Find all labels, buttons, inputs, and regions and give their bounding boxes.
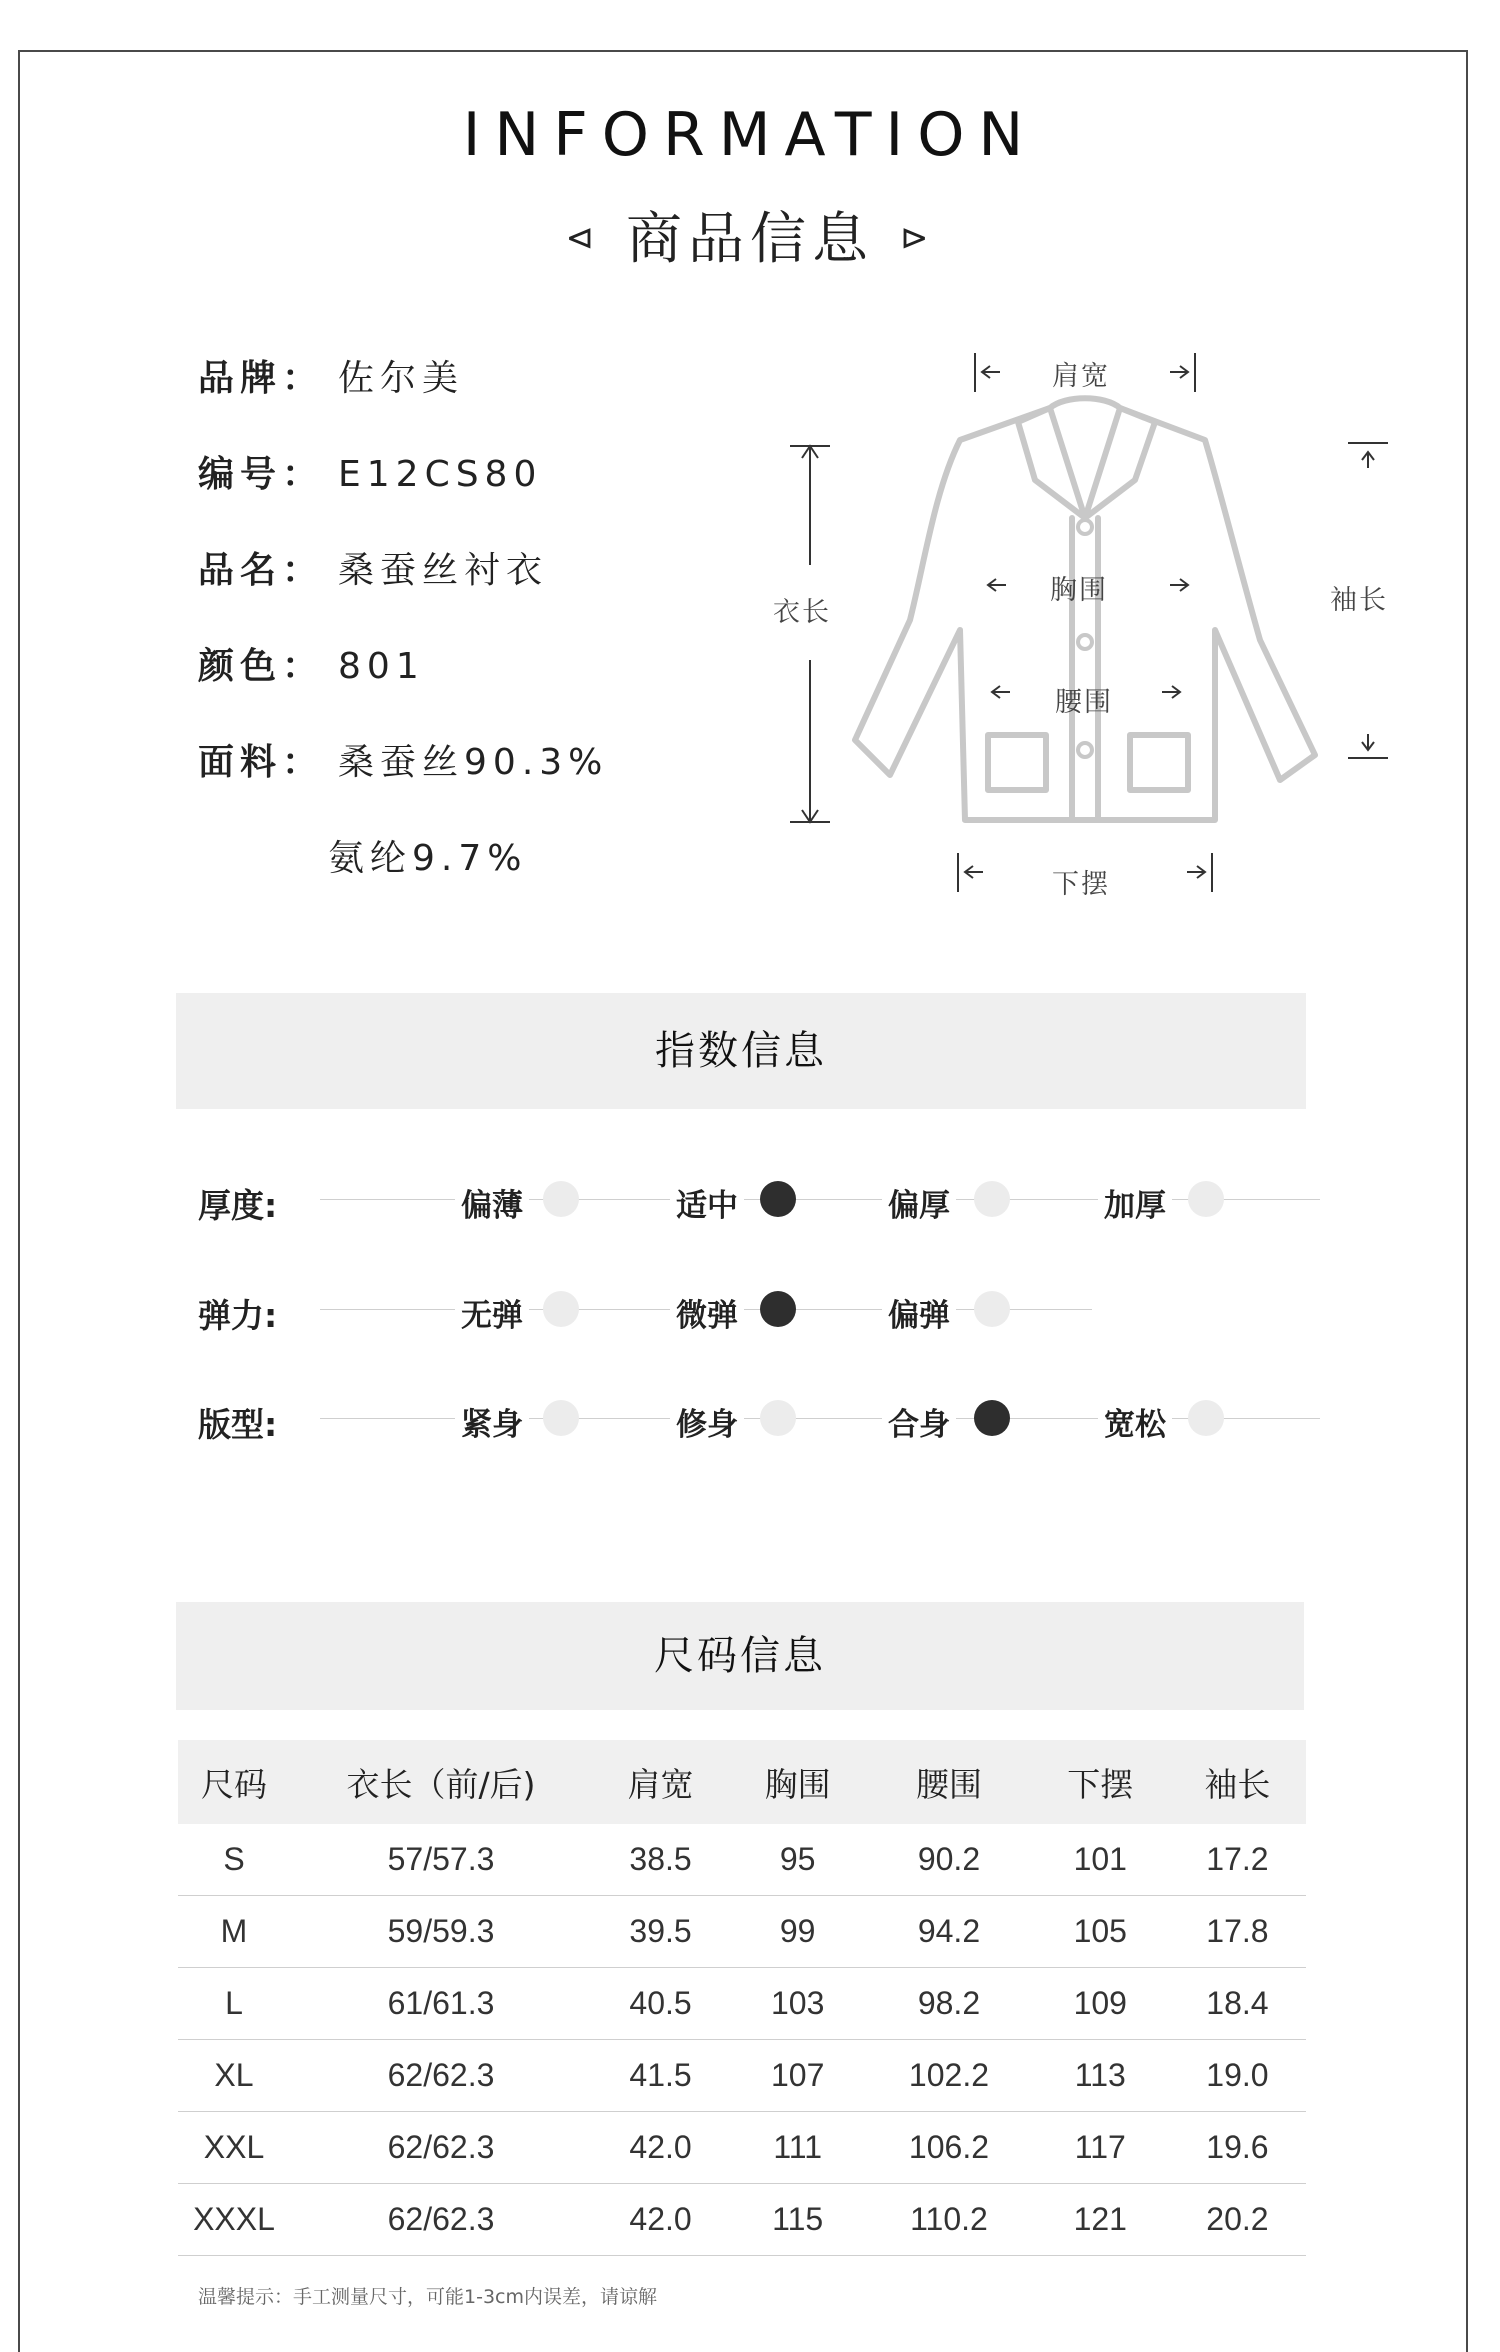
table-cell: 61/61.3 <box>290 1968 592 2040</box>
thickness-option: 加厚 <box>1098 1180 1172 1225</box>
size-section-title: 尺码信息 <box>176 1602 1304 1710</box>
size-table <box>178 1740 1306 2256</box>
table-cell: 103 <box>729 1968 866 2040</box>
shoulder-width-label: 肩宽 <box>1052 361 1110 392</box>
column-header: 衣长（前/后) <box>290 1740 592 1824</box>
table-cell: 110.2 <box>866 2184 1032 2256</box>
info-key: 编号： <box>198 454 325 495</box>
elasticity-dot <box>974 1291 1010 1327</box>
table-row <box>178 2184 1306 2256</box>
table-cell: 105 <box>1032 1896 1169 1968</box>
elasticity-option: 微弹 <box>670 1290 744 1335</box>
sleeve-label: 袖长 <box>1330 585 1388 616</box>
info-key: 品牌： <box>198 358 325 399</box>
table-cell: 17.2 <box>1169 1824 1306 1896</box>
table-cell: 57/57.3 <box>290 1824 592 1896</box>
thickness-label: 厚度: <box>198 1186 278 1225</box>
table-row <box>178 2112 1306 2184</box>
table-cell: 99 <box>729 1896 866 1968</box>
info-name <box>198 542 548 593</box>
table-cell: 19.6 <box>1169 2112 1306 2184</box>
subtitle-text: 商品信息 <box>626 207 874 272</box>
elasticity-dot-selected <box>760 1291 796 1327</box>
table-cell: M <box>178 1896 290 1968</box>
size-table-header <box>178 1740 1306 1824</box>
info-code <box>198 446 542 497</box>
thickness-dot <box>543 1181 579 1217</box>
info-value: 桑蚕丝衬衣 <box>338 550 549 591</box>
info-fabric <box>198 734 608 785</box>
fit-option: 合身 <box>882 1399 956 1444</box>
table-cell: XL <box>178 2040 290 2112</box>
table-cell: S <box>178 1824 290 1896</box>
table-cell: XXXL <box>178 2184 290 2256</box>
table-cell: 102.2 <box>866 2040 1032 2112</box>
info-color <box>198 638 425 689</box>
column-header: 胸围 <box>729 1740 866 1824</box>
thickness-option: 偏厚 <box>882 1180 956 1225</box>
right-arrow-icon: ⊳ <box>900 217 935 258</box>
table-cell: 20.2 <box>1169 2184 1306 2256</box>
elasticity-option: 无弹 <box>455 1290 529 1335</box>
left-arrow-icon: ⊲ <box>565 217 600 258</box>
table-cell: 121 <box>1032 2184 1169 2256</box>
info-value: 佐尔美 <box>338 358 465 399</box>
column-header: 尺码 <box>178 1740 290 1824</box>
fit-dot <box>760 1400 796 1436</box>
table-cell: 109 <box>1032 1968 1169 2040</box>
table-row <box>178 1968 1306 2040</box>
fit-option: 修身 <box>670 1399 744 1444</box>
table-cell: 40.5 <box>592 1968 729 2040</box>
column-header: 肩宽 <box>592 1740 729 1824</box>
table-row <box>178 1824 1306 1896</box>
info-key: 品名： <box>198 550 325 591</box>
table-cell: 62/62.3 <box>290 2040 592 2112</box>
table-cell: 115 <box>729 2184 866 2256</box>
elasticity-dot <box>543 1291 579 1327</box>
table-cell: 42.0 <box>592 2112 729 2184</box>
table-cell: 101 <box>1032 1824 1169 1896</box>
info-fabric-2 <box>328 830 527 881</box>
table-cell: 17.8 <box>1169 1896 1306 1968</box>
column-header: 下摆 <box>1032 1740 1169 1824</box>
length-label: 衣长 <box>773 597 831 628</box>
waist-label: 腰围 <box>1055 687 1113 718</box>
shirt-measurement-diagram-icon <box>760 340 1420 920</box>
table-cell: 111 <box>729 2112 866 2184</box>
table-cell: 98.2 <box>866 1968 1032 2040</box>
measurement-note: 温馨提示：手工测量尺寸，可能1-3cm内误差，请谅解 <box>198 2286 657 2308</box>
table-row <box>178 1896 1306 1968</box>
table-cell: XXL <box>178 2112 290 2184</box>
table-cell: 38.5 <box>592 1824 729 1896</box>
hem-label: 下摆 <box>1052 869 1110 900</box>
table-cell: 106.2 <box>866 2112 1032 2184</box>
table-cell: 18.4 <box>1169 1968 1306 2040</box>
fit-label: 版型: <box>198 1405 278 1444</box>
elasticity-option: 偏弹 <box>882 1290 956 1335</box>
info-key: 面料： <box>198 742 325 783</box>
table-cell: 41.5 <box>592 2040 729 2112</box>
table-cell: 90.2 <box>866 1824 1032 1896</box>
thickness-dot-selected <box>760 1181 796 1217</box>
table-cell: 94.2 <box>866 1896 1032 1968</box>
fit-dot <box>1188 1400 1224 1436</box>
info-value: 801 <box>338 646 425 687</box>
fit-option: 宽松 <box>1098 1399 1172 1444</box>
thickness-option: 偏薄 <box>455 1180 529 1225</box>
info-key: 颜色： <box>198 646 325 687</box>
table-cell: 107 <box>729 2040 866 2112</box>
thickness-dot <box>974 1181 1010 1217</box>
table-cell: 42.0 <box>592 2184 729 2256</box>
fit-dot-selected <box>974 1400 1010 1436</box>
table-cell: 62/62.3 <box>290 2112 592 2184</box>
table-cell: 62/62.3 <box>290 2184 592 2256</box>
thickness-option: 适中 <box>670 1180 744 1225</box>
table-cell: L <box>178 1968 290 2040</box>
page-title: INFORMATION <box>462 100 1038 170</box>
table-cell: 19.0 <box>1169 2040 1306 2112</box>
fit-dot <box>543 1400 579 1436</box>
info-value: 氨纶9.7% <box>328 838 528 879</box>
column-header: 腰围 <box>866 1740 1032 1824</box>
table-cell: 39.5 <box>592 1896 729 1968</box>
info-value: E12CS80 <box>338 454 543 495</box>
table-cell: 95 <box>729 1824 866 1896</box>
elasticity-label: 弹力: <box>198 1296 278 1335</box>
table-row <box>178 2040 1306 2112</box>
page-subtitle <box>0 195 1500 275</box>
index-section-title: 指数信息 <box>176 993 1306 1109</box>
column-header: 袖长 <box>1169 1740 1306 1824</box>
fit-option: 紧身 <box>455 1399 529 1444</box>
thickness-dot <box>1188 1181 1224 1217</box>
table-cell: 59/59.3 <box>290 1896 592 1968</box>
info-value: 桑蚕丝90.3% <box>338 742 609 783</box>
table-cell: 113 <box>1032 2040 1169 2112</box>
chest-label: 胸围 <box>1050 575 1108 606</box>
info-brand <box>198 350 464 401</box>
table-cell: 117 <box>1032 2112 1169 2184</box>
